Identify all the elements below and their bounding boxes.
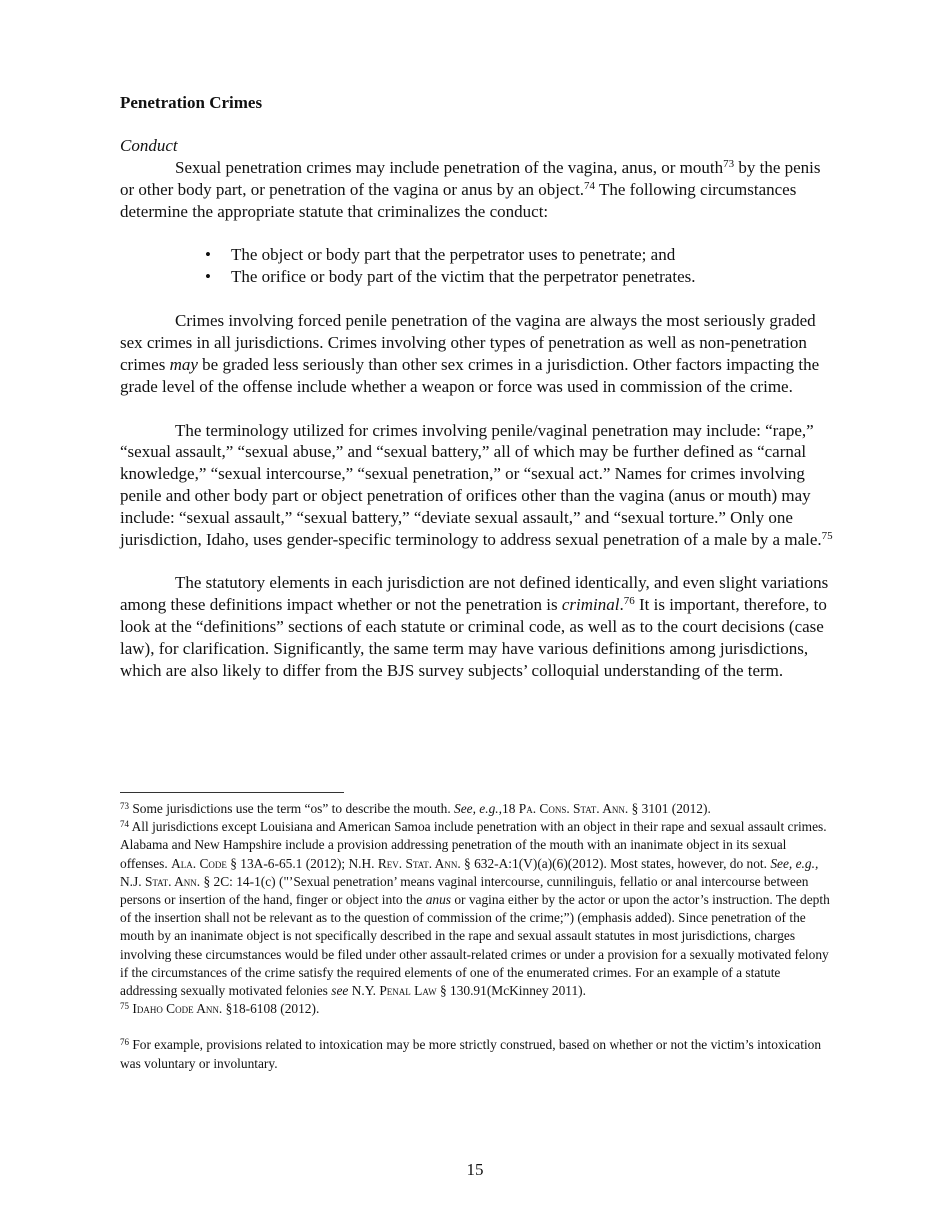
footnote-ref-76[interactable]: 76	[623, 595, 635, 608]
footnote-divider	[120, 792, 344, 793]
bullet-list	[120, 244, 836, 288]
footnote-ref-75[interactable]: 75	[821, 529, 833, 542]
list-item: • The orifice or body part of the victim that the perpetrator penetrates.	[205, 267, 696, 287]
section-heading: Penetration Crimes	[120, 93, 263, 112]
bullet-icon: •	[205, 245, 211, 265]
footnote-74: $^{74}$ All jurisdictions except Louisiana and American Samoa include penetration with an object in their rape and sexual assault crimes. Alabama and New Hampshire include a provision addressing penetration of the mouth with an inanimate object in its sexual offenses. Ala. Code § 13A-6-65.1 (2012); N.H. Rev. Stat. Ann. § 632-A:1(V)(a)(6)(2012). Most states, however, do not. See, e.g., N.J. Stat. Ann. § 2C: 14-1(c) ("’Sexual penetration’ means vaginal intercourse, cunnilinguis, fellatio or anal intercourse between persons or insertion of the hand, finger or object into the anus or vagina either by the actor or upon the actor’s instruction. The depth of the insertion shall not be relevant as to the question of commission of the crime;”) (emphasis added). Since penetration of the mouth by an inanimate object is not specifically described in the rape and sexual assault statutes in most jurisdictions, charges involving these circumstances would be filed under other assault-related crimes or under a provision for a sexually motivated felony if the circumstances of the crime satisfy the required elements of one of the enumerated crimes. For an example of a statute addressing sexually motivated felonies see N.Y. Penal Law § 130.91(McKinney 2011).	[120, 819, 830, 999]
paragraph-4: The statutory elements in each jurisdiction are not defined identically, and even slight variations among these definitions impact whether or not the penetration is criminal.$^{76}$ It is important, therefore, to look at the “definitions” sections of each statute or criminal code, as well as to the court decisions (case law), for clarification. Significantly, the same term may have various definitions among jurisdictions, which are also likely to differ from the BJS survey subjects’ colloquial understanding of the term.	[120, 573, 829, 680]
bullet-icon: •	[205, 267, 211, 287]
subsection-heading: Conduct	[120, 136, 178, 155]
document-page	[120, 92, 836, 681]
footnote-ref-74[interactable]: 74	[584, 179, 596, 192]
paragraph-2: Crimes involving forced penile penetration of the vagina are always the most seriously graded sex crimes in all jurisdictions. Crimes involving other types of penetration as well as non-penetration crimes may be graded less seriously than other sex crimes in a jurisdiction. Other factors impacting the grade level of the offense include whether a weapon or force was used in commission of the crime.	[120, 311, 820, 396]
footnote-73: $^{73}$ Some jurisdictions use the term “os” to describe the mouth. See, e.g.,18 Pa. Cons. Stat. Ann. § 3101 (2012).	[120, 801, 711, 816]
footnotes	[120, 800, 836, 1073]
paragraph-1: Sexual penetration crimes may include penetration of the vagina, anus, or mouth$^{73}$ by the penis or other body part, or penetration of the vagina or anus by an object.$^{74}$ The following circumstances determine the appropriate statute that criminalizes the conduct:	[120, 158, 821, 221]
footnote-ref-73[interactable]: 73	[723, 158, 735, 170]
paragraph-3: The terminology utilized for crimes involving penile/vaginal penetration may include: “rape,” “sexual assault,” “sexual abuse,” and “sexual battery,” all of which may be further defined as “carnal knowledge,” “sexual intercourse,” “sexual penetration,” or “sexual act.” Names for crimes involving penile and other body part or object penetration of orifices other than the vagina (anus or mouth) may include: “sexual assault,” “sexual battery,” “deviate sexual assault,” and “sexual torture.” Only one jurisdiction, Idaho, uses gender-specific terminology to address sexual penetration of a male by a male.$^{75}$	[120, 420, 833, 549]
footnote-75: $^{75}$ Idaho Code Ann. §18-6108 (2012).	[120, 1001, 320, 1017]
footnote-76: $^{76}$ For example, provisions related to intoxication may be more strictly construed, based on whether or not the victim’s intoxication was voluntary or involuntary.	[120, 1037, 822, 1071]
list-item: • The object or body part that the perpetrator uses to penetrate; and	[205, 245, 676, 265]
page-number: 15	[466, 1160, 484, 1179]
